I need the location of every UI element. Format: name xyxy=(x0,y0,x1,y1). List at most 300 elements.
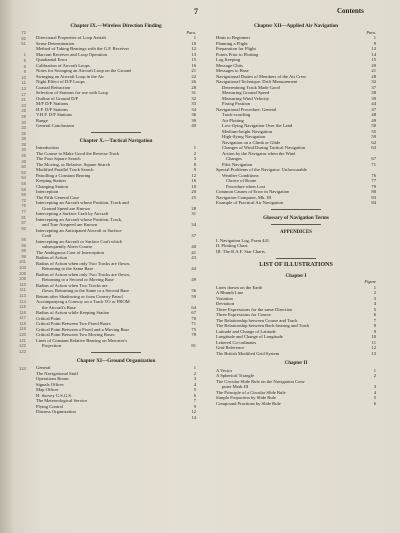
entry-number: 49 xyxy=(191,277,196,283)
entry-number: 63 xyxy=(371,145,376,151)
entry-number: 15 xyxy=(371,57,376,63)
entry-title: H.F. D/F Stations xyxy=(36,106,69,112)
entry-number: 1 xyxy=(373,35,376,41)
entry-title: Navigational Procedure: General xyxy=(216,106,277,112)
entry-title: V.H.F. D/F Stations xyxy=(36,112,72,118)
entry-title: Weather Conditions xyxy=(222,172,259,178)
margin-number: 122 xyxy=(19,343,26,349)
entry-number: 1 xyxy=(193,35,196,41)
entry-title: Accompanying a Convoy on a Track TO or FROM xyxy=(36,299,130,305)
entry-title: A Vector xyxy=(216,367,233,373)
margin-number: 17 xyxy=(21,91,26,97)
entry-number: 47 xyxy=(371,106,376,112)
entry-number: 12 xyxy=(191,172,196,178)
margin-number: 103 xyxy=(19,264,26,270)
entry-title: H. Survey G.S.G.S. xyxy=(36,392,73,398)
entry-title: Directional Properties of Loop Aerials xyxy=(36,35,107,41)
entry-number: 21 xyxy=(371,68,376,74)
entry-number: 38 xyxy=(371,90,376,96)
margin-number: 21 xyxy=(21,97,26,103)
entry-number: 13 xyxy=(191,51,196,57)
entry-title: Navigational Technique: Drift Measurement xyxy=(216,79,298,85)
chapter-heading: Chapter X.—Tactical Navigation xyxy=(79,137,153,144)
entry-number: 12 xyxy=(371,345,376,351)
entry-title: the Aircraft's Base xyxy=(42,304,76,310)
entry-number: 8 xyxy=(193,161,196,167)
facing-page-margin-numbers xyxy=(14,30,26,371)
entry-title: subsequently Alters Course xyxy=(42,244,93,250)
entry-title: Navigation on a Climb or Glide xyxy=(222,139,281,145)
entry-title: The Relationship between Back-bearing and Track xyxy=(216,323,310,329)
entry-number: 10 xyxy=(371,334,376,340)
chapter-entries xyxy=(36,365,196,420)
entry-title: Preparation for Flight xyxy=(216,46,256,52)
entry-number: 9 xyxy=(373,328,376,334)
entry-title: Modified Parallel Track Search xyxy=(36,167,94,173)
entry-number: 84 xyxy=(371,200,376,206)
entry-number: 3 xyxy=(193,156,196,162)
entry-number: 56 xyxy=(191,288,196,294)
entry-title: Flying Control xyxy=(36,403,64,409)
entry-number: 10 xyxy=(191,40,196,46)
entry-number: 13 xyxy=(371,350,376,356)
divider xyxy=(271,209,321,210)
entry-number: 21 xyxy=(191,68,196,74)
figure-label: Figure xyxy=(364,279,376,285)
entry-title: Introduction xyxy=(36,145,59,151)
entry-number: 59 xyxy=(371,134,376,140)
entry-title: Action by the Navigator when the Wind xyxy=(222,150,296,156)
margin-number: 95 xyxy=(21,236,26,242)
entry-title: General Conclusions xyxy=(36,123,75,129)
entry-title: The Relationship between Course and Track xyxy=(216,317,298,323)
entry-number: 9 xyxy=(193,403,196,409)
margin-number: 123 xyxy=(19,348,26,354)
margin-number: 121 xyxy=(19,337,26,343)
entry-title: Intercepting an Aircraft or Surface Craft which xyxy=(36,238,123,244)
entry-number: 32 xyxy=(191,95,196,101)
entry-title: Radius of Action when only Two Tracks are flown, xyxy=(36,260,130,266)
entry-title: Message Chits xyxy=(216,62,243,68)
chapter-entries xyxy=(36,145,196,349)
entry-number: 41 xyxy=(191,249,196,255)
page-number: 7 xyxy=(194,7,198,16)
entry-title: Track-crawling xyxy=(222,112,251,118)
entry-number: 64 xyxy=(191,304,196,310)
margin-number: 35 xyxy=(21,130,26,136)
entry-title: Variation xyxy=(216,295,233,301)
entry-title: Measuring Ground Speed xyxy=(222,90,270,96)
entry-title: Fixing Position xyxy=(222,101,251,107)
entry-title: Returning to a Second or Moving Base xyxy=(42,277,114,283)
margin-number: 119 xyxy=(19,326,26,332)
appendix-entry: I. Navigation Log, Form 441. xyxy=(216,237,271,243)
para-label: Para. xyxy=(366,29,376,35)
entry-number: 11 xyxy=(371,339,376,345)
entry-title: Return after Shadowing or from Convoy Patrol xyxy=(36,293,123,299)
entry-title: Patrolling a Constant Bearing xyxy=(36,172,91,178)
entry-title: A Rhumb Line xyxy=(216,290,244,296)
entry-number: 12 xyxy=(191,46,196,52)
margin-number: 106 xyxy=(19,270,26,276)
margin-number: 11 xyxy=(21,80,26,86)
entry-title: The Meteorological Service xyxy=(36,398,88,404)
entry-number: 36 xyxy=(191,112,196,118)
entry-title: Method of Taking Bearings with the G.F. Receiver xyxy=(36,46,129,52)
entry-title: Quadrantal Error xyxy=(36,57,68,63)
margin-number: 54 xyxy=(21,175,26,181)
margin-number: 58 xyxy=(21,181,26,187)
entry-number: 12 xyxy=(191,409,196,415)
entry-number: 2 xyxy=(193,370,196,376)
margin-number: 101 xyxy=(19,259,26,265)
chapter-heading: Chapter IX.—Wireless Direction Finding xyxy=(70,23,162,29)
entry-number: 2 xyxy=(373,290,376,296)
appendix-entries xyxy=(216,238,376,255)
entry-number: 37 xyxy=(191,233,196,239)
entry-title: Longitude and Change of Longitude xyxy=(216,334,283,340)
chapter-heading: Chapter I xyxy=(285,273,307,279)
entry-number: 37 xyxy=(371,84,376,90)
illustration-entries xyxy=(216,285,376,357)
entry-number: 7 xyxy=(373,317,376,323)
margin-number: 82 xyxy=(21,35,26,41)
entry-number: 14 xyxy=(371,51,376,57)
page-header xyxy=(0,4,400,18)
glossary-heading: Glossary of Navigation Terms xyxy=(263,214,329,221)
divider xyxy=(271,224,321,225)
margin-number: 98 xyxy=(21,248,26,254)
entry-title: The Principle of a Circular Slide Rule xyxy=(216,389,286,395)
toc-entry xyxy=(216,200,376,206)
entry-title: Lettered Co-ordinates xyxy=(216,339,257,345)
entry-title: Three Expressions for Course xyxy=(216,312,271,318)
margin-number: 38 xyxy=(21,136,26,142)
entry-title: The Circular Slide Rule on the Navigation Com- xyxy=(216,378,306,384)
entry-number: 44 xyxy=(191,266,196,272)
entry-title: Three Expressions for the same Direction xyxy=(216,306,293,312)
entry-number: 28 xyxy=(191,205,196,211)
entry-number: 4 xyxy=(193,381,196,387)
entry-number: 15 xyxy=(191,57,196,63)
margin-number: 9 xyxy=(23,69,26,75)
margin-number: 72 xyxy=(21,30,26,35)
entry-number: 2 xyxy=(373,373,376,379)
toc-entry xyxy=(216,401,376,407)
entry-title: flown, Returning to the Same or a Second Base xyxy=(42,288,130,294)
entry-number: 40 xyxy=(191,123,196,129)
entry-title: High-flying Navigation xyxy=(222,134,266,140)
entry-number: 67 xyxy=(191,310,196,316)
entry-title: Measuring Wind Velocity xyxy=(222,95,270,101)
entry-title: Low-flying Navigation Over the Land xyxy=(222,123,293,129)
entry-number: 62 xyxy=(371,139,376,145)
toc-entry xyxy=(216,351,376,357)
entry-title: Coastal Refraction xyxy=(36,84,71,90)
entry-number: 20 xyxy=(191,189,196,195)
entry-title: Simple Proportion by Slide Rule xyxy=(216,395,276,401)
entry-title: Intercepting an Aircraft whose Position, Track and xyxy=(36,200,129,206)
margin-number: 76 xyxy=(21,203,26,209)
entry-title: The Ambiguous Case of Interception xyxy=(36,249,104,255)
margin-number: 10 xyxy=(21,74,26,80)
margin-number: 25 xyxy=(21,108,26,114)
entry-title: Range xyxy=(36,117,48,123)
entry-number: 71 xyxy=(371,161,376,167)
illustrations-heading: LIST OF ILLUSTRATIONS xyxy=(259,262,333,269)
entry-title: Compound Fractions by Slide Rule xyxy=(216,400,281,406)
entry-title: The Four Square Search xyxy=(36,156,81,162)
entry-number: 5 xyxy=(373,395,376,401)
appendices-heading: APPENDICES xyxy=(280,230,312,236)
entry-title: Points Prior to Plotting xyxy=(216,51,259,57)
divider xyxy=(91,132,141,133)
entry-title: Calibration of Aircraft Loops xyxy=(36,62,90,68)
margin-number: 92 xyxy=(21,225,26,231)
entry-title: Map Officer xyxy=(36,387,59,393)
entry-number: 22 xyxy=(191,73,196,79)
entry-title: Critical Point Between a Fixed and a Moving Base xyxy=(36,326,130,332)
entry-title: Medium-height Navigation xyxy=(222,128,273,134)
margin-number: 81 xyxy=(21,214,26,220)
entry-title: The Navigational Staff xyxy=(36,370,79,376)
entry-number: 43 xyxy=(191,255,196,261)
entry-number: 3 xyxy=(373,295,376,301)
entry-number: 14 xyxy=(191,414,196,420)
entry-title: Air Plotting xyxy=(222,117,244,123)
margin-number: 108 xyxy=(19,276,26,282)
entry-title: General xyxy=(36,365,51,371)
entry-title: Grid Reference xyxy=(216,345,245,351)
entry-title: Intercepting an Aircraft whose Position, Track, xyxy=(36,216,123,222)
entry-title: Special Problems of the Navigator: Unfavourable xyxy=(216,167,307,173)
entry-number: 81 xyxy=(191,343,196,349)
entry-number: 4 xyxy=(373,301,376,307)
entry-title: Returning to the Same Base xyxy=(42,266,94,272)
margin-number: 23 xyxy=(21,102,26,108)
entry-title: Messages to Base xyxy=(216,68,249,74)
entry-title: and True Airspeed are Known xyxy=(42,222,98,228)
entry-number: 76 xyxy=(371,172,376,178)
entry-title: Ground Speed are Known xyxy=(42,205,90,211)
entry-number: 79 xyxy=(371,183,376,189)
entry-number: 1 xyxy=(373,284,376,290)
appendix-entry: II. Plotting Chart. xyxy=(216,243,249,249)
entry-number: 49 xyxy=(371,117,376,123)
entry-number: 83 xyxy=(371,194,376,200)
entry-number: 25 xyxy=(191,194,196,200)
entry-number: 70 xyxy=(191,315,196,321)
entry-title: Common Causes of Error in Navigation xyxy=(216,189,290,195)
chapter-heading: Chapter XII—Applied Air Navigation xyxy=(253,23,339,29)
para-label: Para. xyxy=(186,29,196,35)
entry-number: 1 xyxy=(193,145,196,151)
margin-number: 33 xyxy=(21,125,26,131)
margin-number: 30 xyxy=(21,119,26,125)
margin-number: 5 xyxy=(23,57,26,63)
contents-left-column xyxy=(36,18,196,420)
entry-title: Critical Point Between Two Fixed Bases xyxy=(36,321,111,327)
entry-number: 9 xyxy=(373,40,376,46)
entry-number: 3 xyxy=(193,376,196,382)
entry-number: 33 xyxy=(191,101,196,107)
entry-number: 31 xyxy=(191,211,196,217)
entry-number: 77 xyxy=(371,178,376,184)
margin-number: 59 xyxy=(21,186,26,192)
entry-title: Outline of Ground D/F xyxy=(36,95,79,101)
margin-number: 72 xyxy=(21,197,26,203)
entry-title: Swinging an Aircraft Loop in the Air xyxy=(36,73,104,79)
margin-number: 120 xyxy=(19,332,26,338)
entry-title: Keeping Station xyxy=(36,178,66,184)
entry-title: Log Keeping xyxy=(216,57,241,63)
entry-number: 80 xyxy=(371,189,376,195)
margin-number: 117 xyxy=(19,315,26,321)
toc-entry xyxy=(36,415,196,421)
margin-number: 96 xyxy=(21,242,26,248)
entry-number: 31 xyxy=(191,90,196,96)
entry-title: Choice of Route xyxy=(226,178,257,184)
margin-number: 118 xyxy=(19,320,26,326)
entry-title: The Fifth General Case xyxy=(36,194,79,200)
entry-number: 18 xyxy=(191,183,196,189)
entry-title: Sense Determination xyxy=(36,40,75,46)
entry-title: Interception xyxy=(36,189,59,195)
entry-number: 5 xyxy=(193,387,196,393)
entry-number: 1 xyxy=(373,367,376,373)
entry-number: 12 xyxy=(371,46,376,52)
entry-title: The Course to Make Good the Reverse Track xyxy=(36,150,120,156)
entry-number: 7 xyxy=(193,398,196,404)
margin-number: 110 xyxy=(19,281,26,287)
margin-number: 99 xyxy=(21,253,26,259)
entry-number: 9 xyxy=(193,167,196,173)
entry-title: The British Modified Grid System xyxy=(216,350,280,356)
entry-number: 16 xyxy=(191,62,196,68)
margin-number: 48 xyxy=(21,158,26,164)
entry-title: Procedure when Lost xyxy=(226,183,266,189)
margin-number: 29 xyxy=(21,113,26,119)
entry-number: 26 xyxy=(191,79,196,85)
entry-title: puter Mark III xyxy=(222,384,249,390)
entry-number: 71 xyxy=(191,321,196,327)
margin-number: 1 xyxy=(23,52,26,58)
entry-title: The Moving, or Relative, Square Search xyxy=(36,161,111,167)
margin-number: 124 xyxy=(19,365,26,371)
margin-number: 39 xyxy=(21,141,26,147)
contents-right-column xyxy=(216,18,376,406)
entry-title: M/F D/F Stations xyxy=(36,101,69,107)
entry-number: 67 xyxy=(371,156,376,162)
chapter-heading: Chapter XI—Ground Organization xyxy=(76,357,156,364)
entry-title: Determining Track Made Good xyxy=(222,84,280,90)
entry-number: 34 xyxy=(191,106,196,112)
entry-number: 32 xyxy=(371,79,376,85)
entry-number: 28 xyxy=(371,73,376,79)
entry-number: 16 xyxy=(191,178,196,184)
entry-title: Critical Point Between Two Moving Bases xyxy=(36,332,115,338)
entry-number: 39 xyxy=(191,117,196,123)
entry-title: Radius of Action while Keeping Station xyxy=(36,310,110,316)
entry-title: Radius of Action xyxy=(36,255,68,261)
entry-number: 75 xyxy=(191,326,196,332)
entry-number: 3 xyxy=(373,384,376,390)
margin-number: 66 xyxy=(21,192,26,198)
entry-number: 4 xyxy=(373,389,376,395)
entry-title: Selection of Stations for use with Loop xyxy=(36,90,108,96)
margin-number: 116 xyxy=(19,309,26,315)
entry-number: 6 xyxy=(193,392,196,398)
entry-number: 5 xyxy=(373,306,376,312)
margin-number: 13 xyxy=(21,85,26,91)
margin-number: 113 xyxy=(19,292,26,298)
entry-number: 6 xyxy=(373,400,376,406)
entry-title: Hints to Beginners xyxy=(216,35,251,41)
entry-number: 1 xyxy=(193,365,196,371)
entry-title: Navigation Computer, Mk. III xyxy=(216,194,272,200)
entry-title: Craft xyxy=(42,233,52,239)
entry-title: A Spherical Triangle xyxy=(216,373,255,379)
illustration-entries xyxy=(216,368,376,407)
entry-title: Operations Room xyxy=(36,376,69,382)
entry-number: 55 xyxy=(371,128,376,134)
margin-number: 115 xyxy=(19,304,26,310)
entry-number: 34 xyxy=(191,222,196,228)
entry-number: 8 xyxy=(373,323,376,329)
entry-title: Radius of Action when Two Tracks are xyxy=(36,282,108,288)
entry-title: Intercepting an Anticipated Aircraft or Surface xyxy=(36,227,122,233)
entry-number: 59 xyxy=(191,293,196,299)
entry-title: Critical Point xyxy=(36,315,61,321)
divider xyxy=(276,258,316,259)
margin-number: 87 xyxy=(21,220,26,226)
entry-title: Example of Practical Air Navigation xyxy=(216,200,284,206)
entry-number: 2 xyxy=(193,150,196,156)
chapter-entries xyxy=(36,35,196,129)
entry-number: 39 xyxy=(371,95,376,101)
entry-number: 20 xyxy=(371,62,376,68)
entry-title: Lines drawn on the Earth xyxy=(216,284,263,290)
appendix-entry: III. The R.A.F. Star Charts. xyxy=(216,248,266,254)
entry-title: Signals Officer xyxy=(36,381,64,387)
margin-number: 52 xyxy=(21,169,26,175)
entry-title: Navigational Duties of Members of the Air Crew xyxy=(216,73,307,79)
running-head: Contents xyxy=(337,7,364,15)
entry-title: Intercepting a Surface Craft by Aircraft xyxy=(36,211,109,217)
chapter-entries xyxy=(216,35,376,206)
entry-title: Latitude and Change of Latitude xyxy=(216,328,276,334)
margin-number: 40 xyxy=(21,147,26,153)
margin-number: 111 xyxy=(19,287,26,293)
margin-number: 77 xyxy=(21,209,26,214)
entry-number: 40 xyxy=(191,244,196,250)
entry-title: Deviation xyxy=(216,301,235,307)
entry-title: Notes for Swinging an Aircraft Loop on the Ground xyxy=(36,68,132,74)
entry-title: Distress Organization xyxy=(36,409,76,415)
margin-number: 51 xyxy=(21,41,26,47)
entry-title: Pilot Navigation xyxy=(222,161,253,167)
entry-title: Changes xyxy=(226,156,242,162)
entry-title: Changes of Wind During Tactical Navigation xyxy=(222,145,306,151)
entry-title: Lines of Constant Relative Bearing on Mercator's xyxy=(36,337,128,343)
margin-number: 45 xyxy=(21,153,26,159)
entry-number: 48 xyxy=(371,112,376,118)
entry-number: 44 xyxy=(371,101,376,107)
entry-number: 50 xyxy=(371,123,376,129)
entry-title: Radius of Action when only Two Tracks are flown, xyxy=(36,271,130,277)
entry-number: 6 xyxy=(373,312,376,318)
chapter-heading: Chapter II xyxy=(284,361,308,367)
